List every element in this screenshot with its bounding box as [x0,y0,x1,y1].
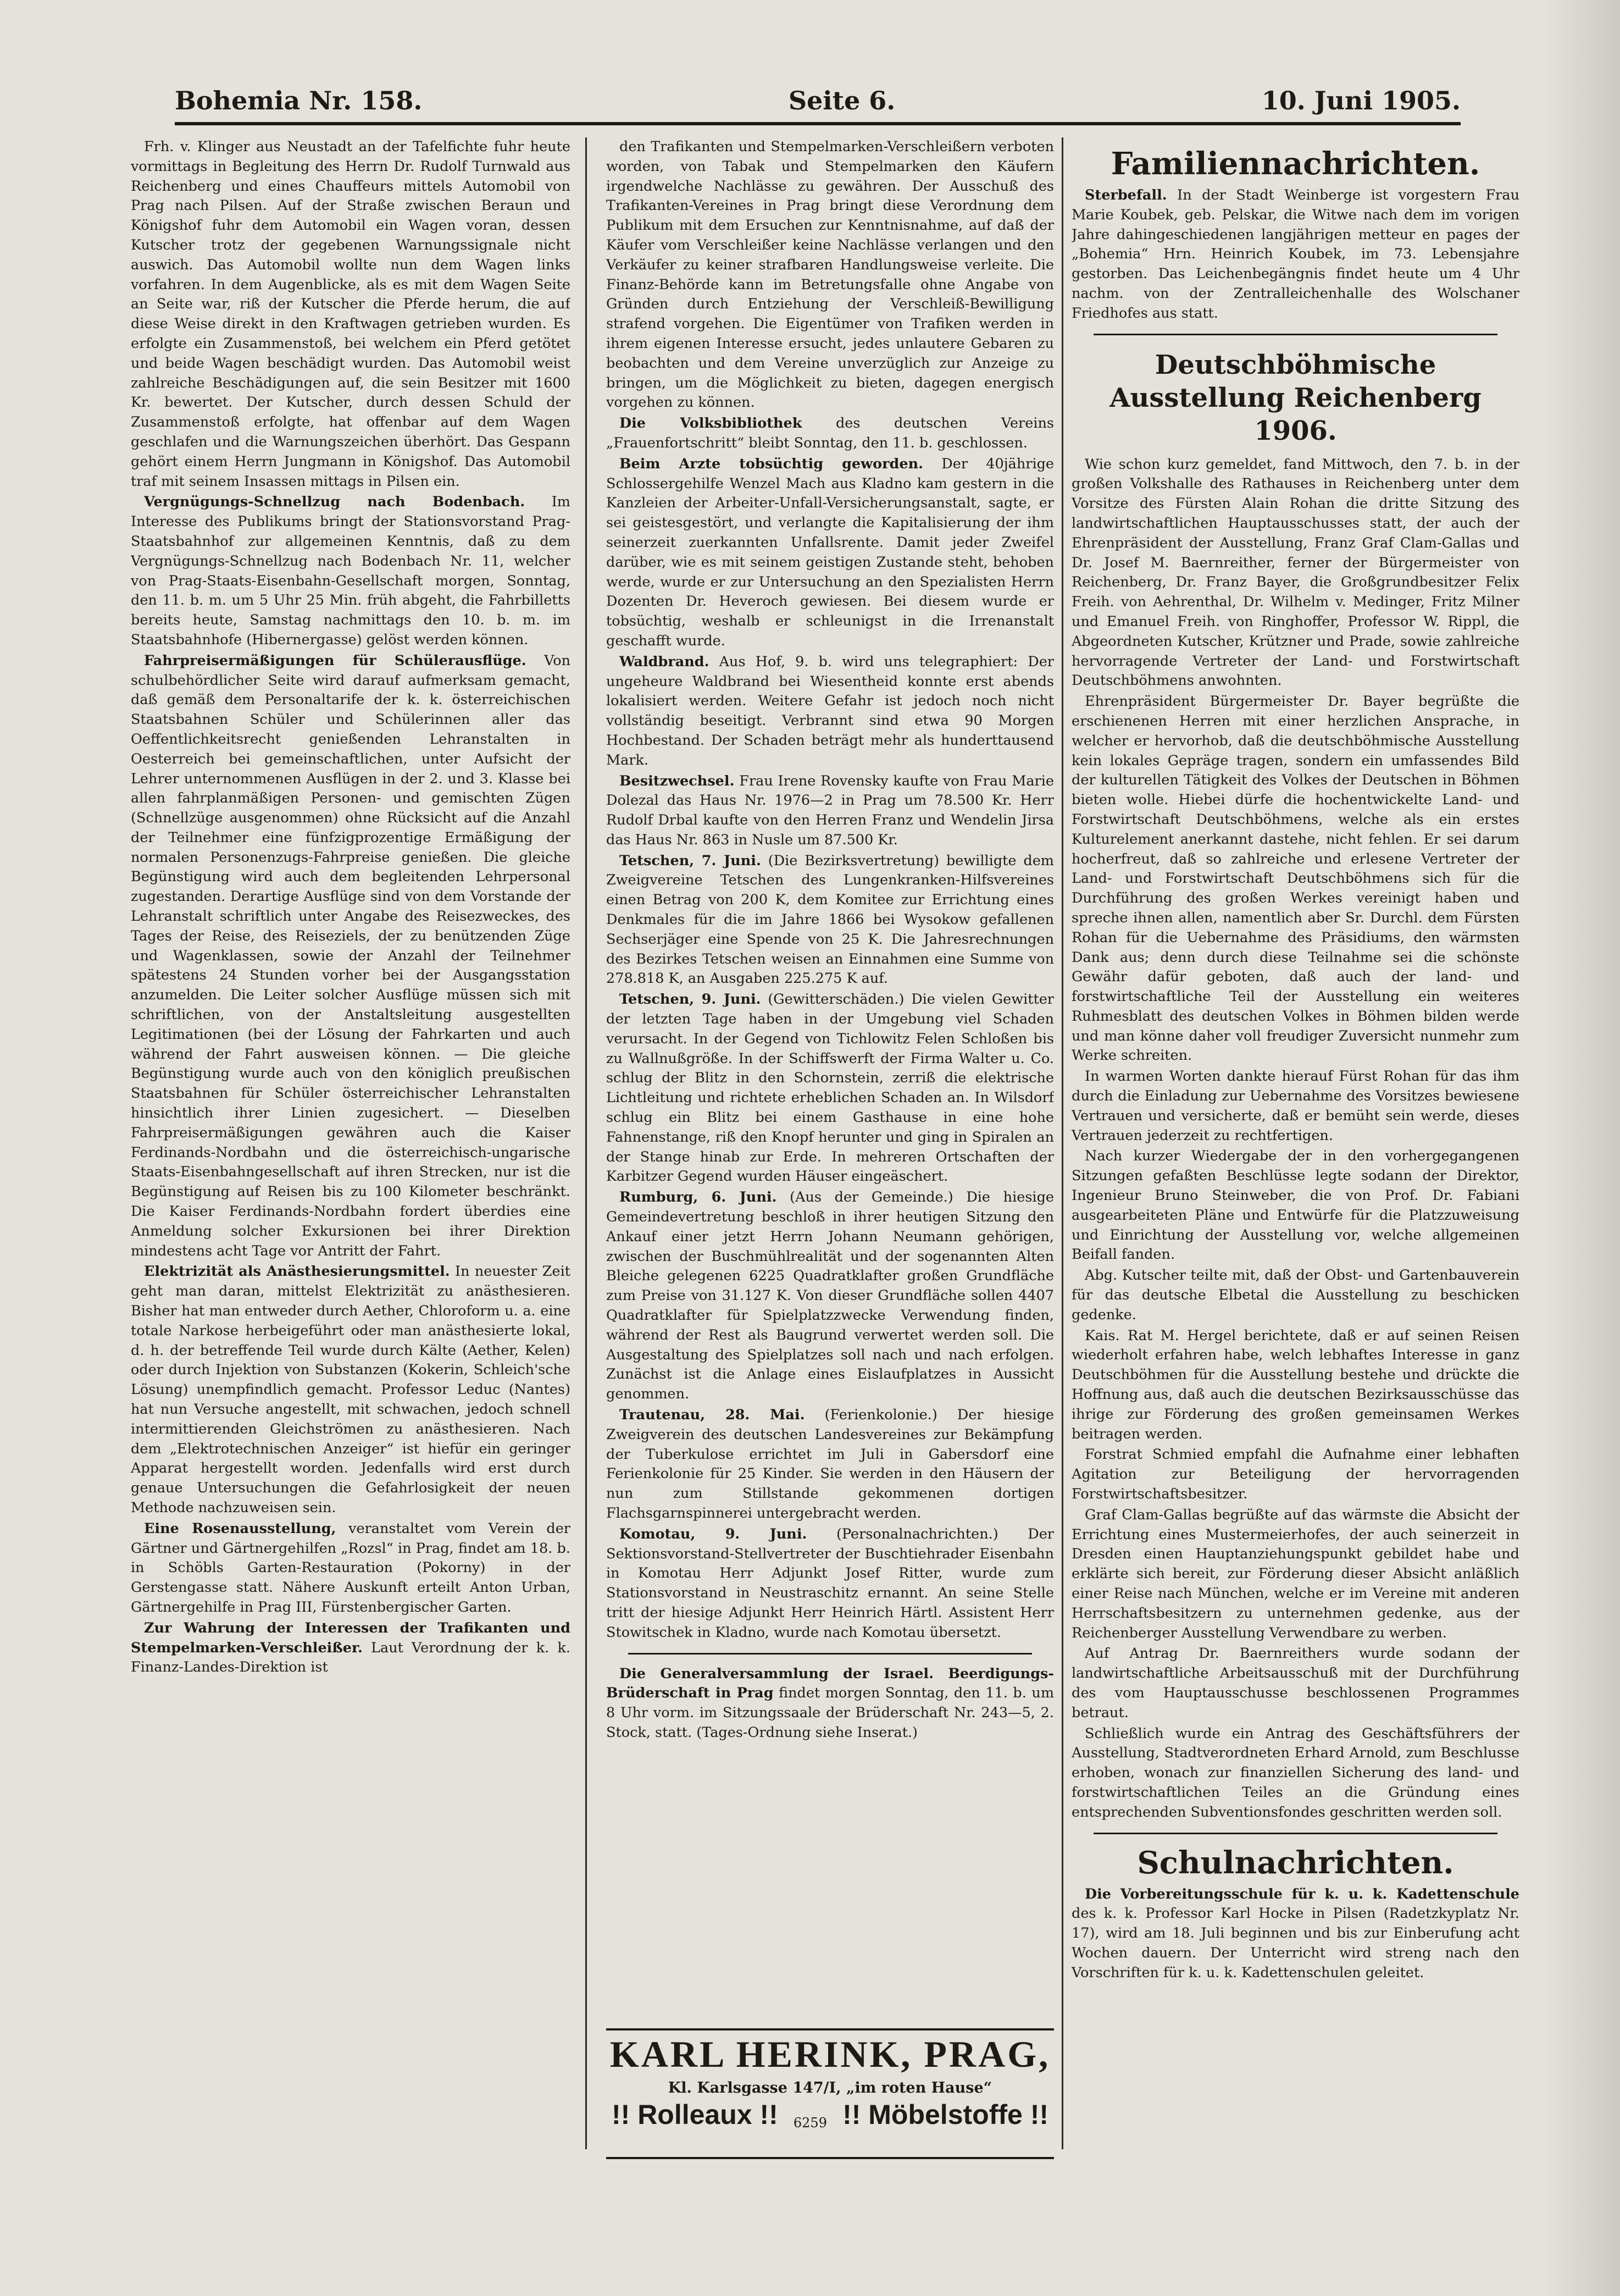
article-text: Besitzwechsel. Frau Irene Rovensky kaufte von Frau Marie Dolezal das Haus Nr. 1976—2 in Prag um 78.500 Kr. Herr Rudolf Drbal kaufte von den Herren Franz und Wendelin Jirsa das Haus Nr. 863 in Nusle um 87.500 Kr. [606,772,1054,848]
article-text: Sterbefall. In der Stadt Weinberge ist vorgestern Frau Marie Koubek, geb. Pelskar, die Witwe nach dem im vorigen Jahre dahingeschiedenen langjährigen metteur en pages der „Bohemia“ Hrn. Heinrich Koubek, im 73. Lebensjahre gestorben. Das Leichenbegängnis findet heute um 4 Uhr nachm. von der Zentralleichenhalle des Wolschaner Friedhofes aus statt. [1072,187,1519,322]
article-heading: Besitzwechsel. [619,772,735,789]
column-2 [606,137,1054,2028]
article-heading: Die Generalversammlung der Israel. Beerdigungs-Brüderschaft in Prag [606,1665,1054,1702]
article-text: Kais. Rat M. Hergel berichtete, daß er auf seinen Reisen wiederholt erfahren habe, welch lebhaftes Interesse in ganz Deutschböhmen für die Ausstellung bestehe und drückte die Hoffnung aus, daß auch die deutschen Bezirksausschüsse das ihrige zur Förderung des großen gemeinsamen Werkes beitragen werden. [1072,1327,1519,1442]
page-edge-shadow [1543,0,1620,2296]
article-text: Die Volksbibliothek des deutschen Vereins „Frauenfortschritt“ bleibt Sonntag, den 11. b. geschlossen. [606,415,1054,451]
section-divider [1094,334,1497,335]
issue-date: 10. Juni 1905. [1261,86,1461,115]
article-text: Tetschen, 9. Juni. (Gewitterschäden.) Die vielen Gewitter der letzten Tage haben in der Umgebung viel Schaden verursacht. In der Gegend von Tichlowitz Felen Schloßen bis zu Wallnußgröße. In der Schiffswerft der Firma Walter u. Co. schlug der Blitz in den Schornstein, zerriß die elektrische Lichtleitung und richtete erheblichen Schaden an. In Wilsdorf schlug ein Blitz bei einem Gasthause in eine hohe Fahnenstange, riß den Knopf herunter und ging in Spiralen an der Stange hinab zur Erde. In mehreren Ortschaften der Karbitzer Gegend wurden Häuser eingeäschert. [606,991,1054,1185]
section-divider [1094,1833,1497,1834]
article-text: Auf Antrag Dr. Baernreithers wurde sodann der landwirtschaftliche Arbeitsausschuß mit der Durchführung des vom Hauptausschusse beschlossenen Programmes betraut. [1072,1645,1519,1721]
article-text: Graf Clam-Gallas begrüßte auf das wärmste die Absicht der Errichtung eines Mustermeierhofes, der auch seinerzeit in Dresden einen Hauptanziehungspunkt gebildet habe und erklärte sich bereit, zur Förderung dieser Absicht anläßlich einer Reise nach München, welche er im Vereine mit anderen Herrschaftsbesitzern zu unternehmen gedenke, aus der Reichenberger Ausstellung Verwendbare zu werben. [1072,1506,1519,1641]
article-heading: Waldbrand. [619,653,709,670]
article-heading: Die Vorbereitungsschule für k. u. k. Kadettenschule [1085,1885,1519,1902]
article-text: Vergnügungs-Schnellzug nach Bodenbach. Im Interesse des Publikums bringt der Stationsvorstand Prag-Staatsbahnhof zur allgemeinen Kenntnis, daß zu dem Vergnügungs-Schnellzug nach Bodenbach Nr. 11, welcher von Prag-Staats-Eisenbahn-Gesellschaft morgen, Sonntag, den 11. b. m. um 5 Uhr 25 Min. früh abgeht, die Fahrbilletts bereits heute, Samstag nachmittags den 10. b. m. im Staatsbahnhofe (Hibernergasse) gelöst werden können. [131,494,570,648]
article-heading: Rumburg, 6. Juni. [619,1189,777,1206]
header-rule [175,122,1461,125]
article-text: Schließlich wurde ein Antrag des Geschäftsführers der Ausstellung, Stadtverordneten Erhard Arnold, zum Beschlusse erhoben, wonach zur finanziellen Sicherung des land- und forstwirtschaftlichen Teiles an die Gründung eines entsprechenden Subventionsfondes geschritten werden soll. [1072,1725,1519,1821]
article-text: Waldbrand. Aus Hof, 9. b. wird uns telegraphiert: Der ungeheure Waldbrand bei Wiesentheid konnte erst abends lokalisiert werden. Weitere Gefahr ist jedoch noch nicht vollständig beseitigt. Verbrannt sind etwa 90 Morgen Hochbestand. Der Schaden beträgt mehr als hunderttausend Mark. [606,653,1054,768]
article-text: Die Vorbereitungsschule für k. u. k. Kadettenschule des k. k. Professor Karl Hocke in Pilsen (Radetzkyplatz Nr. 17), wird am 18. Juli beginnen und bis zur Einberufung acht Wochen dauern. Der Unterricht wird streng nach den Vorschriften für k. u. k. Kadettenschulen geleitet. [1072,1885,1519,1981]
article-text: Nach kurzer Wiedergabe der in den vorhergegangenen Sitzungen gefaßten Beschlüsse legte sodann der Direktor, Ingenieur Bruno Steinweber, die von Prof. Dr. Fabiani ausgearbeiteten Pläne und Entwürfe für die Platzzuweisung und Einrichtung der Ausstellung vor, welche allgemeinen Beifall fanden. [1072,1148,1519,1263]
article-heading: Tetschen, 7. Juni. [619,852,761,869]
article-text: Komotau, 9. Juni. (Personalnachrichten.) Der Sektionsvorstand-Stellvertreter der Buschtiehrader Eisenbahn in Komotau Herr Adjunkt Josef Ritter, wurde zum Stationsvorstand in Neustraschitz ernannt. An seine Stelle tritt der hiesige Adjunkt Herr Heinrich Härtl. Assistent Herr Stowitschek in Kladno, wurde nach Komotau übersetzt. [606,1525,1054,1641]
article-heading: Beim Arzte tobsüchtig geworden. [619,455,924,472]
ad-products [606,2099,1054,2131]
article-text: Zur Wahrung der Interessen der Trafikanten und Stempelmarken-Verschleißer. Laut Verordnung der k. k. Finanz-Landes-Direktion ist [131,1619,570,1676]
page-number: Seite 6. [788,86,896,115]
article-text: Tetschen, 7. Juni. (Die Bezirksvertretung) bewilligte dem Zweigvereine Tetschen des Lungenkranken-Hilfsvereines einen Betrag von 200 K, dem Komitee zur Errichtung eines Denkmales für die im Jahre 1866 bei Wysokow gefallenen Sechserjäger eine Spende von 25 K. Die Jahresrechnungen des Bezirkes Tetschen weisen an Einnahmen eine Summe von 278.818 K, an Ausgaben 225.275 K auf. [606,852,1054,987]
column-divider-2 [1062,137,1063,2149]
article-text: Wie schon kurz gemeldet, fand Mittwoch, den 7. b. in der großen Volkshalle des Rathauses in Reichenberg unter dem Vorsitze des Fürsten Alain Rohan die dritte Sitzung des landwirtschaftlichen Hauptausschusses statt, der auch der Ehrenpräsident der Ausstellung, Franz Graf Clam-Gallas und Dr. Josef M. Baernreither, ferner der Bürgermeister von Reichenberg, Dr. Franz Bayer, die Großgrundbesitzer Felix Freih. von Aehrenthal, Dr. Wilhelm v. Medinger, Fritz Milner und Emanuel Freih. von Ringhoffer, Professor W. Rippl, die Abgeordneten Kutscher, Krützner und Prade, sowie zahlreiche hervorragende Vertreter der Land- und Forstwirtschaft Deutschböhmens anwohnten. [1072,456,1519,689]
article-heading: Elektrizität als Anästhesierungsmittel. [144,1263,450,1280]
ad-number: 6259 [793,2115,827,2131]
article-text: Frh. v. Klinger aus Neustadt an der Tafelfichte fuhr heute vormittags in Begleitung des Herrn Dr. Rudolf Turnwald aus Reichenberg und eines Chauffeurs mittels Automobil von Prag nach Pilsen. Auf der Straße zwischen Beraun und Königshof fuhr dem Automobil ein Wagen voran, dessen Kutscher trotz der gegebenen Warnungssignale nicht auswich. Das Automobil wollte nun dem Wagen links vorfahren. In dem Augenblicke, als es mit dem Wagen Seite an Seite war, riß der Kutscher die Pferde herum, die auf diese Weise direkt in den Kraftwagen getrieben wurden. Es erfolgte ein Zusammenstoß, bei welchem ein Pferd getötet und beide Wagen beschädigt wurden. Das Automobil weist zahlreiche Beschädigungen auf, die sein Besitzer mit 1600 Kr. bewertet. Der Kutscher, durch dessen Schuld der Zusammenstoß erfolgte, hat offenbar auf dem Wagen geschlafen und die Warnungszeichen überhört. Das Gespann gehört einem Herrn Jungmann in Königshof. Das Automobil traf mit seinem Insassen mittags in Pilsen ein. [131,139,570,490]
article-heading: Tetschen, 9. Juni. [619,991,761,1008]
article-text: Eine Rosenausstellung, veranstaltet vom Verein der Gärtner und Gärtnergehilfen „Rozsl“ in Prag, findet am 18. b. in Schöbls Garten-Restauration (Pokorny) in der Gerstengasse statt. Nähere Auskunft erteilt Anton Urban, Gärtnergehilfe in Prag III, Fürstenbergischer Garten. [131,1520,570,1616]
article-text: Forstrat Schmied empfahl die Aufnahme einer lebhaften Agitation zur Beteiligung der hervorragenden Forstwirtschaftsbesitzer. [1072,1446,1519,1503]
article-heading: Fahrpreisermäßigungen für Schülerausflüge. [144,652,526,669]
article-text: Abg. Kutscher teilte mit, daß der Obst- und Gartenbauverein für das deutsche Elbetal die Ausstellung zu beschicken gedenke. [1072,1267,1519,1323]
column-3 [1072,137,1519,2078]
ad-address: Kl. Karlsgasse 147/I, „im roten Hause“ [668,2079,992,2096]
article-heading: Vergnügungs-Schnellzug nach Bodenbach. [144,494,525,511]
article-heading: Komotau, 9. Juni. [619,1525,807,1542]
article-text: Beim Arzte tobsüchtig geworden. Der 40jährige Schlossergehilfe Wenzel Mach aus Kladno kam gestern in die Kanzleien der Arbeiter-Unfall-Versicherungsanstalt, sagte, er sei geistesgestört, und verlangte die Kapitalisierung der ihm seinerzeit zuerkannten Unfallsrente. Damit jeder Zweifel darüber, wie es mit seinem geistigen Zustande steht, behoben werde, wurde er zur Untersuchung an den Spezialisten Herrn Dozenten Dr. Heveroch gewiesen. Bei diesem wurde er tobsüchtig, weshalb er schleunigst in die Irrenanstalt geschafft wurde. [606,455,1054,649]
article-heading: Sterbefall. [1085,187,1167,203]
article-text: Ehrenpräsident Bürgermeister Dr. Bayer begrüßte die erschienenen Herren mit einer herzlichen Ansprache, in welcher er hervorhob, daß die deutschböhmische Ausstellung kein lokales Gepräge tragen, sondern ein umfassendes Bild der kulturellen Tätigkeit des Volkes der Deutschen in Böhmen bieten wolle. Hiebei dürfe die hochentwickelte Land- und Forstwirtschaft Deutschböhmens, welche als ein erstes Kulturelement anerkannt dastehe, nicht fehlen. Er sei darum hocherfreut, daß so zahlreiche und erlesene Vertreter der Land- und Forstwirtschaft Deutschböhmens sich für die Durchführung des großen Werkes vereinigt haben und spreche ihnen allen, namentlich aber Sr. Durchl. dem Fürsten Rohan für die Uebernahme des Präsidiums, den wärmsten Dank aus; denn durch diese Teilnahme sei die schönste Gewähr dafür geboten, daß auch der land- und forstwirtschaftliche Teil der Ausstellung ein weiteres Ruhmesblatt des deutschen Volkes in Böhmen bilden werde und man könne daher voll freudiger Zuversicht nunmehr zum Werke schreiten. [1072,693,1519,1064]
page-header [175,81,1461,120]
column-divider-1 [585,137,587,2149]
column-1 [131,137,570,2078]
article-heading: Zur Wahrung der Interessen der Trafikanten und Stempelmarken-Verschleißer. [131,1619,570,1656]
article-divider [628,1653,1032,1655]
article-heading: Die Volksbibliothek [619,415,802,432]
ad-title: KARL HERINK, PRAG, [609,2033,1051,2075]
paper-issue: Bohemia Nr. 158. [175,86,423,115]
ad-product-right: !! Möbelstoffe !! [842,2099,1048,2130]
section-title: Schulnachrichten. [1137,1844,1454,1881]
advertisement [606,2028,1054,2159]
section-title: Familiennachrichten. [1111,146,1480,182]
article-text: Rumburg, 6. Juni. (Aus der Gemeinde.) Die hiesige Gemeindevertretung beschloß in ihrer heutigen Sitzung den Ankauf einer jetzt Herrn Johann Neumann gehörigen, zwischen der Buschmühlrealität und der sogenannten Alten Bleiche gelegenen 6225 Quadratklafter großen Grundfläche zum Preise von 31.127 K. Von dieser Grundfläche sollen 4407 Quadratklafter für Spielplatzzwecke Verwendung finden, während der Rest als Baugrund verwertet werden soll. Die Ausgestaltung des Spielplatzes soll nach und nach erfolgen. Zunächst ist die Anlage eines Eislaufplatzes in Aussicht genommen. [606,1189,1054,1403]
article-text: Elektrizität als Anästhesierungsmittel. In neuester Zeit geht man daran, mittelst Elektrizität zu anästhesieren. Bisher hat man entweder durch Aether, Chloroform u. a. eine totale Narkose herbeigeführt oder man anästhesierte lokal, d. h. der betreffende Teil wurde durch Kälte (Aether, Kelen) oder durch Injektion von Substanzen (Kokerin, Schleich'sche Lösung) unempfindlich gemacht. Professor Leduc (Nantes) hat nun Versuche angestellt, mit schwachen, jedoch schnell intermittierenden Gleichströmen zu anästhesieren. Nach dem „Elektrotechnischen Anzeiger“ ist hiefür ein geringer Apparat hergestellt worden. Jedenfalls wird erst durch genaue Untersuchungen die Gefahrlosigkeit der neuen Methode nachzuweisen sein. [131,1263,570,1516]
article-text: Die Generalversammlung der Israel. Beerdigungs-Brüderschaft in Prag findet morgen Sonntag, den 11. b. um 8 Uhr vorm. im Sitzungssaale der Brüderschaft Nr. 243—5, 2. Stock, statt. (Tages-Ordnung siehe Inserat.) [606,1665,1054,1741]
article-text: Fahrpreisermäßigungen für Schülerausflüge. Von schulbehördlicher Seite wird darauf aufmerksam gemacht, daß gemäß dem Personaltarife der k. k. österreichischen Staatsbahnen Schüler und Schülerinnen aller das Oeffentlichkeitsrecht genießenden Lehranstalten in Oesterreich bei gemeinschaftlichen, unter Aufsicht der Lehrer unternommenen Ausflügen in der 2. und 3. Klasse bei allen fahrplanmäßigen Personen- und gemischten Zügen (Schnellzüge ausgenommen) ohne Rücksicht auf die Anzahl der Teilnehmer eine fünfzigprozentige Ermäßigung der normalen Personenzugs-Fahrpreise genießen. Die gleiche Begünstigung wird auch dem begleitenden Lehrpersonal zugestanden. Derartige Ausflüge sind von dem Vorstande der Lehranstalt schriftlich unter Angabe des Reisezweckes, des Tages der Reise, des Reiseziels, der zu benützenden Züge und Wagenklassen, sowie der Anzahl der Teilnehmer spätestens 24 Stunden vorher bei der Ausgangsstation anzumelden. Die Leiter solcher Ausflüge müssen sich mit schriftlichen, von der Anstaltsleitung ausgestellten Legitimationen (bei der Lösung der Fahrkarten und auch während der Fahrt ausweisen können. — Die gleiche Begünstigung wurde auch von den königlich preußischen Staatsbahnen für Schüler österreichischer Lehranstalten hinsichtlich ihrer Linien zugesichert. — Dieselben Fahrpreisermäßigungen gewähren auch die Kaiser Ferdinands-Nordbahn und die österreichisch-ungarische Staats-Eisenbahngesellschaft auf ihren Strecken, nur ist die Begünstigung auf Reisen bis zu 100 Kilometer beschränkt. Die Kaiser Ferdinands-Nordbahn fordert überdies eine Anmeldung solcher Exkursionen bei ihrer Direktion mindestens acht Tage vor Antritt der Fahrt. [131,652,570,1259]
article-text: Trautenau, 28. Mai. (Ferienkolonie.) Der hiesige Zweigverein des deutschen Landesvereines zur Bekämpfung der Tuberkulose errichtet im Juli in Gabersdorf eine Ferienkolonie für 25 Kinder. Sie werden in den Häusern der nun zum Stillstande gekommenen dortigen Flachsgarnspinnerei untergebracht werden. [606,1407,1054,1522]
article-text: In warmen Worten dankte hierauf Fürst Rohan für das ihm durch die Einladung zur Uebernahme des Vorsitzes bewiesene Vertrauen und versicherte, daß er bemüht sein werde, dieses Vertrauen jederzeit zu rechtfertigen. [1072,1068,1519,1144]
article-text: den Trafikanten und Stempelmarken-Verschleißern verboten worden, von Tabak und Stempelmarken den Käufern irgendwelche Nachlässe zu gewähren. Der Ausschuß des Trafikanten-Vereines in Prag bringt diese Verordnung dem Publikum mit dem Ersuchen zur Kenntnisnahme, auf daß der Käufer vom Verschleißer keine Nachlässe verlangen und den Verkäufer zu keiner strafbaren Handlungsweise verleite. Die Finanz-Behörde kann im Betretungsfalle ohne Angabe von Gründen durch Entziehung der Verschleiß-Bewilligung strafend vorgehen. Die Eigentümer von Trafiken werden in ihrem eigenen Interesse ersucht, jedes unlautere Gebaren zu beobachten und dem Vereine unverzüglich zur Anzeige zu bringen, um die Möglichkeit zu bieten, dagegen energisch vorgehen zu können. [606,139,1054,411]
article-heading: Trautenau, 28. Mai. [619,1407,805,1423]
article-heading: Eine Rosenausstellung, [144,1520,336,1537]
ad-product-left: !! Rolleaux !! [612,2099,778,2130]
section-title: Deutschböhmische Ausstellung Reichenberg 1906. [1109,349,1482,446]
